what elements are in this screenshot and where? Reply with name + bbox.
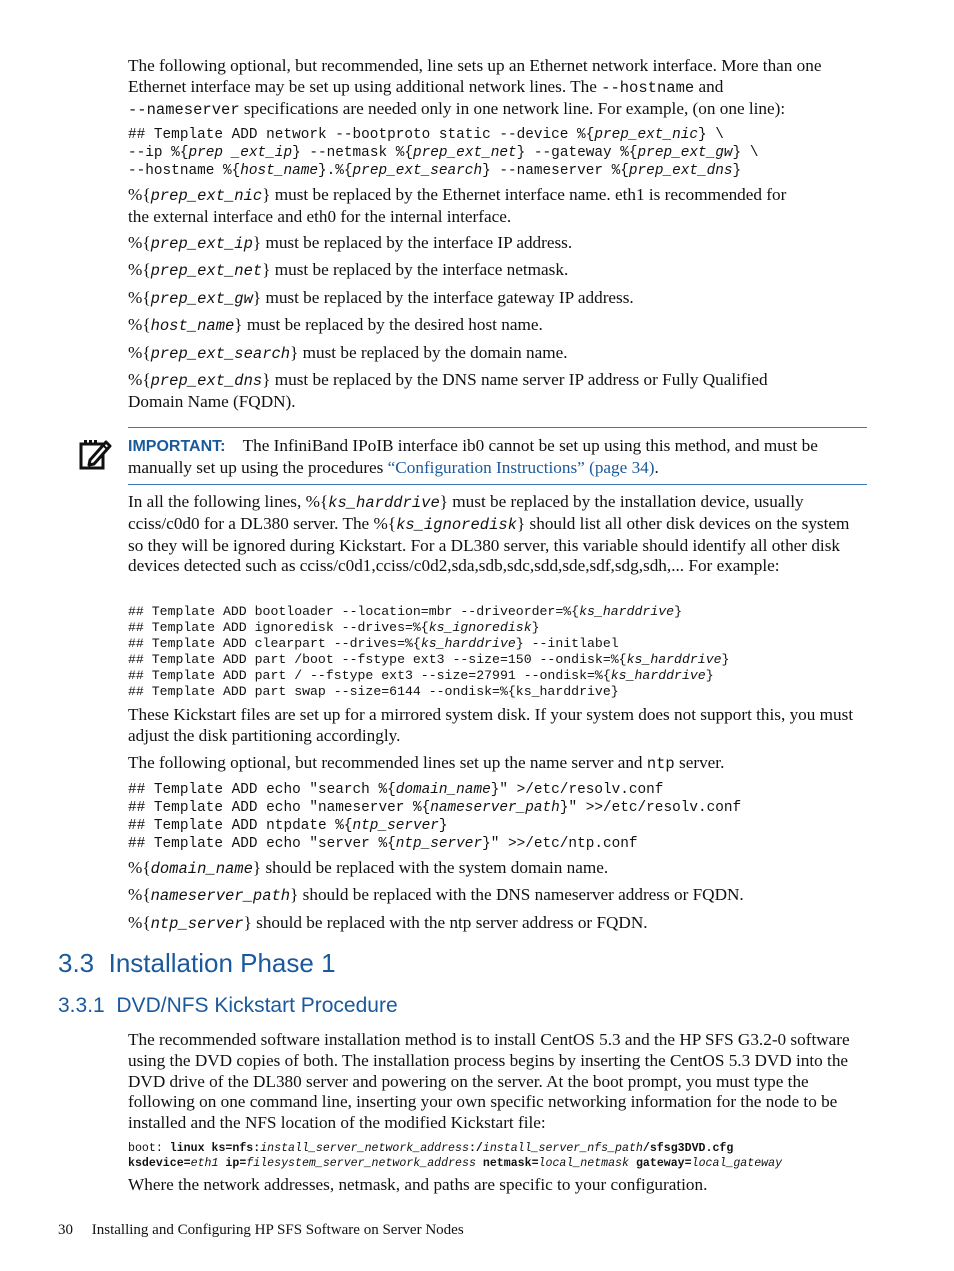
install-paragraph: The recommended software installation method is to install CentOS 5.3 and the HP SFS G3.2-0 software using the DVD copies of both. The installation process begins by inserting the CentOS 5.3 DVD into the DVD drive of the DL380 server and powering on the server. At the boot prompt, you must type the following on one command line, inserting your own specific networking information for the node to be installed and the NFS location of the modified Kickstart file: [128, 1030, 850, 1133]
configuration-instructions-link[interactable]: “Configuration Instructions” (page 34) [387, 457, 655, 477]
var-desc-4: %{host_name} must be replaced by the desired host name. [128, 315, 543, 335]
text: The following optional, but recommended, line sets up an Ethernet network interface. More than one Ethernet interface may be set up using additional network lines. The [128, 56, 822, 96]
var-desc-0: %{prep_ext_nic} must be replaced by the Ethernet interface name. eth1 is recommended for the external interface and eth0 for the internal interface. [128, 185, 787, 226]
boot-code-block: boot: linux ks=nfs:install_server_network_address:/install_server_nfs_path/sfsg3DVD.cfg ksdevice=eth1 ip=filesystem_server_network_address netmask=local_netmask gateway=local_gateway [128, 1142, 783, 1170]
footer-title: Installing and Configuring HP SFS Software on Server Nodes [91, 1222, 464, 1238]
section-heading: 3.3 Installation Phase 1 [58, 948, 336, 978]
page-number: 30 [58, 1222, 73, 1238]
inline-code: --nameserver [128, 100, 240, 119]
var-desc-3: %{prep_ext_gw} must be replaced by the interface gateway IP address. [128, 288, 634, 308]
inline-code: --hostname [601, 78, 695, 97]
ntp-var-desc-2: %{ntp_server} should be replaced with the ntp server address or FQDN. [128, 913, 648, 933]
network-intro-paragraph [128, 56, 868, 120]
mirror-paragraph: These Kickstart files are set up for a mirrored system disk. If your system does not support this, you must adjust the disk partitioning accordingly. [128, 705, 854, 745]
subsection-heading: 3.3.1 DVD/NFS Kickstart Procedure [58, 994, 398, 1017]
ntp-code-block: ## Template ADD echo "search %{domain_name}" >/etc/resolv.conf ## Template ADD echo "nameserver %{nameserver_path}" >>/etc/resolv.conf ## Template ADD ntpdate %{ntp_server} ## Template ADD echo "server %{ntp_server}" >>/etc/ntp.conf [128, 782, 742, 852]
ntp-intro-paragraph: The following optional, but recommended lines set up the name server and ntp server. [128, 753, 725, 773]
important-note: IMPORTANT: The InfiniBand IPoIB interface ib0 cannot be set up using this method, and must be manually set up using the procedures “Configuration Instructions” (page 34). [128, 436, 818, 477]
var-desc-5: %{prep_ext_search} must be replaced by the domain name. [128, 343, 568, 363]
network-code-block: ## Template ADD network --bootproto static --device %{prep_ext_nic} \ --ip %{prep _ext_ip} --netmask %{prep_ext_net} --gateway %{prep_ext_gw} \ --hostname %{host_name}.%{prep_ext_search} --nameserver %{prep_ext_dns} [128, 127, 759, 179]
important-bottom-rule [128, 484, 867, 485]
important-note-icon [78, 438, 112, 472]
disk-code-block: ## Template ADD bootloader --location=mbr --driveorder=%{ks_harddrive} ## Template ADD ignoredisk --drives=%{ks_ignoredisk} ## Template ADD clearpart --drives=%{ks_harddrive} --initlabel ## Template ADD part /boot --fstype ext3 --size=150 --ondisk=%{ks_harddrive} ## Template ADD part / --fstype ext3 --size=27991 --ondisk=%{ks_harddrive} ## Template ADD part swap --size=6144 --ondisk=%{ks_harddrive} [128, 604, 730, 699]
page-footer [58, 1222, 464, 1239]
important-top-rule [128, 427, 867, 428]
closing-paragraph: Where the network addresses, netmask, and paths are specific to your configuration. [128, 1175, 708, 1194]
text: specifications are needed only in one network line. For example, (on one line): [239, 98, 786, 118]
var-desc-6: %{prep_ext_dns} must be replaced by the DNS name server IP address or Fully Qualified Domain Name (FQDN). [128, 370, 768, 411]
var-desc-2: %{prep_ext_net} must be replaced by the interface netmask. [128, 260, 569, 280]
ntp-var-desc-1: %{nameserver_path} should be replaced with the DNS nameserver address or FQDN. [128, 885, 744, 905]
important-label: IMPORTANT: [128, 438, 226, 455]
var-desc-1: %{prep_ext_ip} must be replaced by the interface IP address. [128, 233, 573, 253]
disk-paragraph: In all the following lines, %{ks_harddrive} must be replaced by the installation device, usually cciss/c0d0 for a DL380 server. The %{ks_ignoredisk} should list all other disk devices on the system so they will be ignored during Kickstart. For a DL380 server, this variable should identify all other disk devices detected such as cciss/c0d1,cciss/c0d2,sda,sdb,sdc,sdd,sde,sdf,sdg,sdh,... For example: [128, 492, 850, 576]
text: and [694, 76, 724, 96]
ntp-var-desc-0: %{domain_name} should be replaced with the system domain name. [128, 858, 609, 878]
